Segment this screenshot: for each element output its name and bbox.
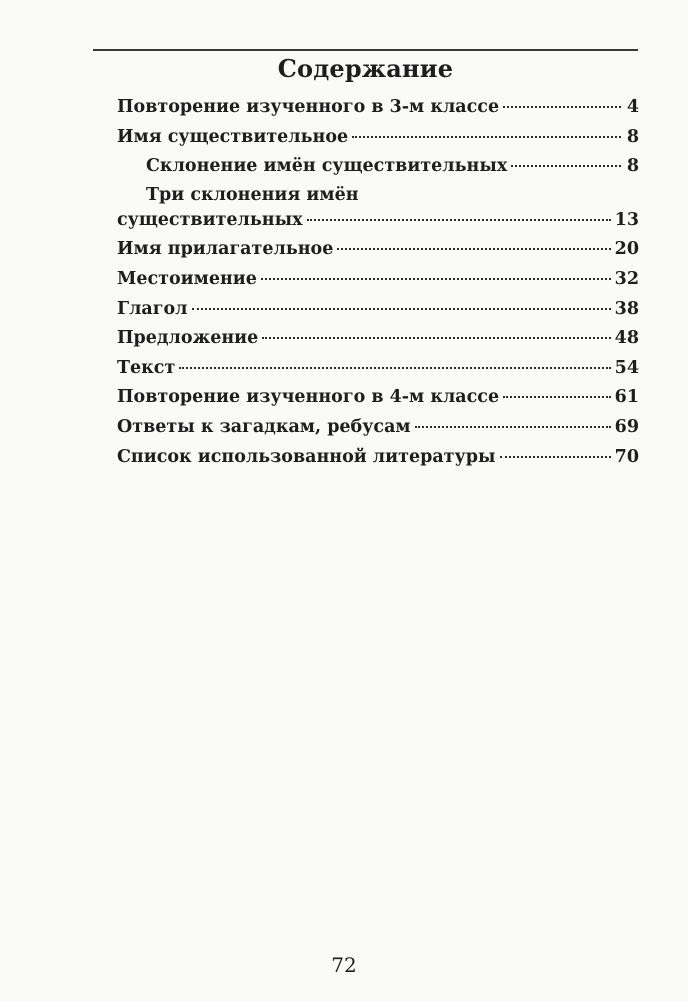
leader-dots	[307, 219, 611, 221]
leader-dots	[500, 456, 611, 458]
toc-entry-page: 32	[614, 268, 639, 289]
toc-entry-page: 54	[614, 357, 639, 378]
toc-entry[interactable]	[117, 324, 639, 354]
toc-entry[interactable]	[117, 383, 639, 413]
toc-entry-page: 20	[614, 239, 639, 260]
toc-entry-label: существительных	[117, 209, 303, 230]
toc-entry-label: Местоимение	[117, 268, 257, 289]
toc-entry[interactable]	[117, 295, 639, 325]
page-number: 72	[331, 953, 357, 977]
toc-subentry[interactable]	[117, 152, 639, 182]
toc-entry[interactable]	[117, 235, 639, 265]
leader-dots	[352, 136, 621, 138]
leader-dots	[179, 367, 610, 369]
header-rule	[93, 49, 638, 51]
toc-entry-page: 8	[626, 156, 639, 177]
toc-entry-page: 8	[626, 126, 639, 147]
toc-entry-label: Имя прилагательное	[117, 239, 334, 260]
toc-entry[interactable]	[117, 413, 639, 443]
toc-entry-label: Повторение изученного в 4-м классе	[117, 387, 500, 408]
toc-entry-label: Предложение	[117, 328, 259, 349]
toc-subentry[interactable]	[117, 184, 639, 206]
toc-entry-label: Имя существительное	[117, 126, 349, 147]
toc-entry-label: Ответы к загадкам, ребусам	[117, 416, 411, 437]
leader-dots	[262, 337, 610, 339]
table-of-contents	[117, 93, 639, 472]
toc-entry[interactable]	[117, 443, 639, 473]
toc-entry[interactable]	[117, 93, 639, 123]
toc-entry-label: Текст	[117, 357, 176, 378]
toc-entry-page: 13	[614, 209, 639, 230]
toc-entry-page: 69	[614, 416, 639, 437]
toc-entry-page: 4	[626, 97, 639, 117]
leader-dots	[511, 165, 621, 167]
toc-entry-label: Повторение изученного в 3-м классе	[117, 97, 500, 117]
toc-entry[interactable]	[117, 265, 639, 295]
toc-entry[interactable]	[117, 354, 639, 384]
toc-entry-page: 61	[614, 387, 639, 408]
leader-dots	[503, 106, 621, 108]
toc-entry-page: 48	[614, 328, 639, 349]
toc-entry-continuation[interactable]	[117, 206, 639, 236]
toc-entry-label: Три склонения имён	[146, 184, 359, 205]
page-title: Содержание	[277, 54, 454, 83]
leader-dots	[337, 248, 610, 250]
toc-entry-page: 70	[614, 446, 639, 467]
leader-dots	[261, 278, 611, 280]
toc-entry-label: Склонение имён существительных	[146, 156, 508, 177]
toc-entry-label: Список использованной литературы	[117, 446, 496, 467]
leader-dots	[503, 396, 611, 398]
leader-dots	[192, 308, 611, 310]
leader-dots	[415, 426, 611, 428]
toc-entry-page: 38	[614, 298, 639, 319]
toc-entry-label: Глагол	[117, 298, 188, 319]
toc-entry[interactable]	[117, 123, 639, 153]
